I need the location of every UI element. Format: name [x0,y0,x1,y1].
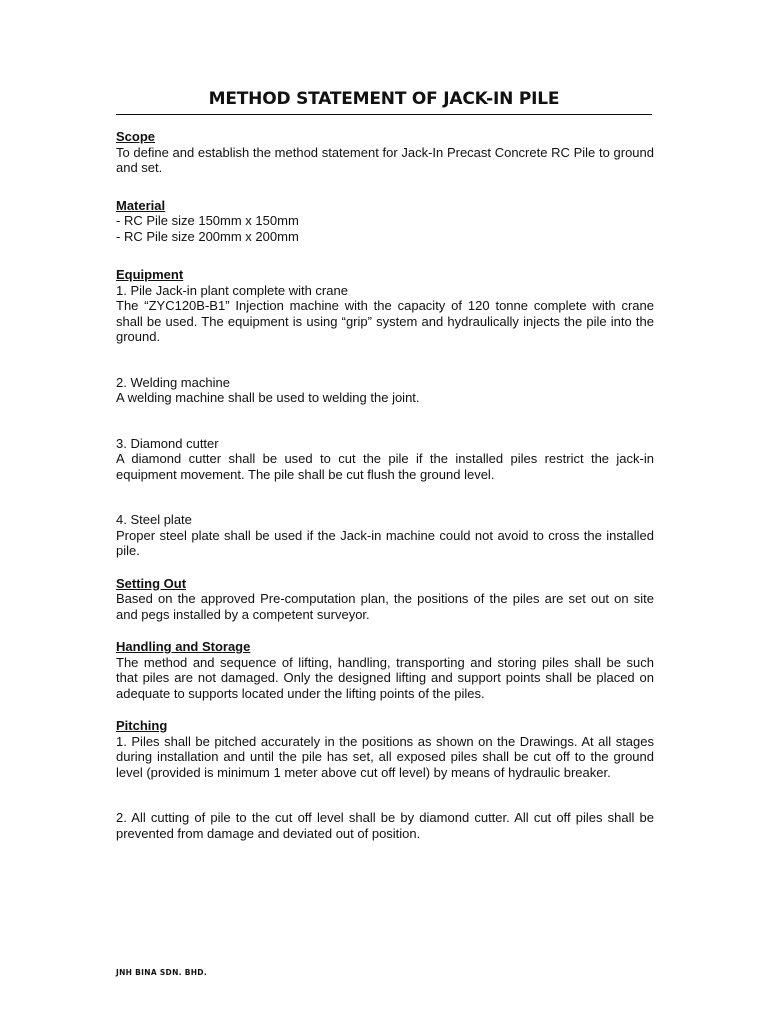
pitching-item: 1. Piles shall be pitched accurately in the positions as shown on the Drawings. At all stages during installation and until the pile has set, all exposed piles shall be cut off to the ground level (provided is minimum 1 meter above cut off level) by means of hydraulic breaker. [116,733,654,780]
spacer [116,345,654,375]
document-body [116,129,654,841]
section-material [116,198,654,245]
equipment-item-text: Proper steel plate shall be used if the Jack-in machine could not avoid to cross the installed pile. [116,527,654,558]
spacer [116,701,654,718]
equipment-item-text: The “ZYC120B-B1” Injection machine with the capacity of 120 tonne complete with crane shall be used. The equipment is using “grip” system and hydraulically injects the pile into the ground. [116,298,654,344]
scope-heading: Scope [116,129,156,144]
equipment-item-text: A diamond cutter shall be used to cut the pile if the installed piles restrict the jack-in equipment movement. The pile shall be cut flush the ground level. [116,451,654,482]
section-equipment [116,267,654,559]
spacer [116,406,654,436]
setting-out-heading: Setting Out [116,575,187,591]
handling-text: The method and sequence of lifting, handling, transporting and storing piles shall be such that piles are not damaged. Only the designed lifting and support points shall be placed on adequate to supports located under the lifting points of the piles. [116,654,654,701]
equipment-item-title: 2. Welding machine [116,374,230,390]
spacer [116,176,654,191]
company-footer: JNH BINA SDN. BHD. [116,968,207,977]
section-handling-storage [116,639,654,701]
pitching-item: 2. All cutting of pile to the cut off level shall be by diamond cutter. All cut off piles shall be prevented from damage and deviated out of position. [116,810,654,841]
section-setting-out [116,576,654,623]
equipment-item-text: A welding machine shall be used to welding the joint. [116,390,420,405]
section-scope [116,129,654,176]
equipment-item-title: 3. Diamond cutter [116,435,219,451]
spacer [116,780,654,810]
setting-out-text: Based on the approved Pre-computation plan, the positions of the piles are set out on site and pegs installed by a competent surveyor. [116,591,654,622]
material-item: - RC Pile size 150mm x 150mm [116,213,299,228]
equipment-heading: Equipment [116,267,184,282]
material-item: - RC Pile size 200mm x 200mm [116,228,299,244]
equipment-item-title: 1. Pile Jack-in plant complete with crane [116,282,348,298]
equipment-item-title: 4. Steel plate [116,512,192,527]
material-heading: Material [116,197,166,213]
spacer [116,482,654,512]
scope-text: To define and establish the method statement for Jack-In Precast Concrete RC Pile to ground and set. [116,144,654,175]
document-title: METHOD STATEMENT OF JACK-IN PILE [208,89,560,109]
spacer [116,622,654,639]
spacer [116,559,654,576]
section-pitching [116,718,654,841]
spacer [116,244,654,259]
pitching-heading: Pitching [116,718,168,733]
handling-heading: Handling and Storage [116,639,251,654]
title-underline-rule [116,114,652,115]
